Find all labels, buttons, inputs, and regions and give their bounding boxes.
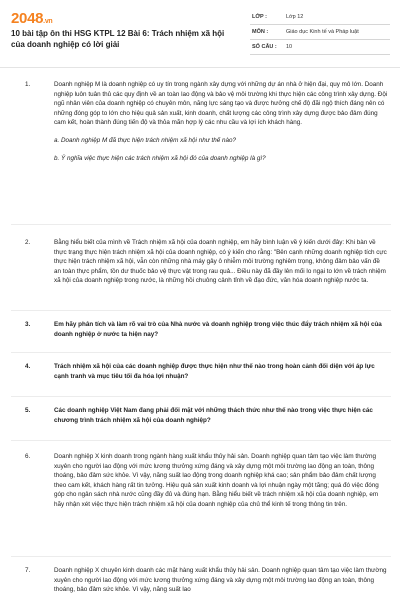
question-text: Em hãy phân tích và làm rõ vai trò của Nhà nước và doanh nghiệp trong việc thúc đẩy trách nhiệm xã hội của doanh nghiệp ở nước ta hiện nay? bbox=[54, 321, 382, 338]
question-body bbox=[54, 320, 388, 339]
question-text: Trách nhiệm xã hội của các doanh nghiệp được thực hiện như thế nào trong hoàn cảnh đối diện với áp lực cạnh tranh và mục tiêu tối đa hóa lợi nhuận? bbox=[54, 363, 375, 380]
logo-suffix: .vn bbox=[43, 18, 53, 25]
logo-main: 2048 bbox=[11, 10, 44, 27]
page-header bbox=[0, 0, 400, 68]
meta-key: LỚP : bbox=[250, 10, 284, 25]
question-number: 2. bbox=[25, 239, 31, 246]
document-title: 10 bài tập ôn thi HSG KTPL 12 Bài 6: Trách nhiệm xã hội của doanh nghiệp có lời giải bbox=[11, 29, 225, 49]
question-text: Các doanh nghiệp Việt Nam đang phải đối mặt với những thách thức như thế nào trong việc thực hiện các chương trình trách nhiệm xã hội của doanh nghiệp? bbox=[54, 407, 373, 424]
question-body bbox=[54, 452, 388, 510]
question-number: 1. bbox=[25, 81, 31, 88]
sub-question-b: b. Ý nghĩa việc thực hiện các trách nhiệm xã hội đó của doanh nghiệp là gì? bbox=[54, 154, 266, 162]
meta-key: MÔN : bbox=[250, 25, 284, 40]
meta-value: Lớp 12 bbox=[284, 10, 390, 25]
question-body bbox=[54, 406, 388, 425]
question-body bbox=[54, 362, 388, 381]
divider bbox=[11, 396, 391, 397]
question-text: Doanh nghiệp X chuyên kinh doanh các mặt hàng xuất khẩu thủy hải sản. Doanh nghiệp quan tâm tạo việc làm thường xuyên cho người lao động với mức lương thưởng xứng đáng và xây dựng một môi trường lao động an toàn, thông thoáng, bảo đảm sức khỏe. Vì vậy, năng suất lao bbox=[54, 567, 387, 594]
question-body bbox=[54, 238, 388, 286]
sub-question-a: a. Doanh nghiệp M đã thực hiện trách nhiệm xã hội như thế nào? bbox=[54, 136, 236, 144]
question-body bbox=[54, 566, 388, 595]
question-text: Bằng hiểu biết của mình về Trách nhiệm xã hội của doanh nghiệp, em hãy bình luận về ý kiến dưới đây: Khi bàn về thực trạng thực hiện trách nhiệm xã hội của doanh nghiệp, có ý kiến cho rằng: "Bên cạnh những doanh nghiệp tích cực thực hiện trách nhiệm xã hội, vẫn còn những nhà máy gây ô nhiễm môi trường nghiêm trọng, không đảm bảo vấn đề an toàn thực phẩm, tồn dư thuốc bảo vệ thực vật trong rau quả... Điều này đã đầy lên mối lo ngại to lớn về trách nhiệm xã hội của doanh nghiệp trong nước, là những hồi chuông cảnh tỉnh về đạo đức, văn hóa doanh nghiệp nước ta. bbox=[54, 239, 387, 285]
meta-row-count bbox=[250, 40, 390, 55]
question-number: 6. bbox=[25, 453, 31, 460]
site-logo[interactable] bbox=[11, 10, 52, 27]
meta-table bbox=[250, 10, 390, 55]
meta-row-class bbox=[250, 10, 390, 25]
question-number: 5. bbox=[25, 407, 31, 414]
meta-row-subject bbox=[250, 25, 390, 40]
divider bbox=[11, 310, 391, 311]
divider bbox=[11, 556, 391, 557]
divider bbox=[11, 352, 391, 353]
question-number: 3. bbox=[25, 321, 31, 328]
question-number: 4. bbox=[25, 363, 31, 370]
meta-key: SỐ CÂU : bbox=[250, 40, 284, 55]
header-divider bbox=[0, 67, 400, 68]
question-text: Doanh nghiệp M là doanh nghiệp có uy tín trong ngành xây dựng với những dự án nhà ở hiện đại, quy mô lớn. Doanh nghiệp luôn tuân thủ các quy định về an toàn lao động và bảo vệ môi trường khi thực hiện các công trình xây dựng. Đội ngũ nhân viên của doanh nghiệp có chuyên môn, năng lực sáng tạo và được hưởng chế độ đãi ngộ thích đáng nên có những đóng góp to lớn cho hiệu quả sản xuất, kinh doanh, chất lượng các công trình xây dựng được bảo đảm đúng cam kết, hoàn thành đúng tiến độ và thỏa mãn hợp lý các nhu cầu và lợi ích khách hàng. bbox=[54, 81, 388, 127]
divider bbox=[11, 224, 391, 225]
divider bbox=[11, 440, 391, 441]
meta-value: 10 bbox=[284, 40, 390, 55]
question-text: Doanh nghiệp X kinh doanh trong ngành hàng xuất khẩu thủy hải sản. Doanh nghiệp quan tâm tạo việc làm thường xuyên cho người lao động với mức lương thưởng xứng đáng và xây dựng một môi trường lao động an toàn, thông thoáng, bảo đảm sức khỏe. Vì vậy, năng suất lao động trong doanh nghiệp khá cao; sản phẩm bảo đảm chất lượng theo cam kết, khách hàng rất tin tưởng. Hiệu quả sản xuất kinh doanh và lợi nhuận ngày một tăng; quá đó việc đóng góp cho ngân sách nhà nước cũng đầy đủ và đúng hạn. Bằng hiểu biết về trách nhiệm xã hội của doanh nghiệp, em hãy nhận xét việc thực hiện trách nhiệm xã hội của doanh nghiệp của chủ thể kinh tế trong thông tin trên. bbox=[54, 453, 379, 508]
question-number: 7. bbox=[25, 567, 31, 574]
meta-value: Giáo dục Kinh tế và Pháp luật bbox=[284, 25, 390, 40]
question-body bbox=[54, 80, 388, 163]
